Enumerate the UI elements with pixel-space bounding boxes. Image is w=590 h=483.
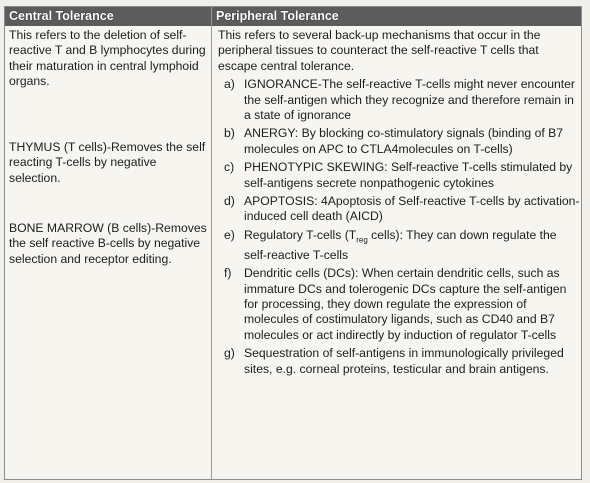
item-label: e): [224, 227, 235, 242]
item-label: b): [224, 126, 235, 141]
item-text-before: Regulatory T-cells (T: [244, 227, 357, 242]
item-text: APOPTOSIS: 4Apoptosis of Self-reactive T-cells by activation-induced cell death (AICD): [244, 194, 580, 224]
list-item-anergy: [218, 126, 580, 157]
thymus-text: THYMUS (T cells)-Removes the self reacting T-cells by negative selection.: [9, 140, 206, 185]
item-text: PHENOTYPIC SKEWING: Self-reactive T-cells stimulated by self-antigens secrete nonpathogenic cytokines: [244, 160, 573, 190]
bone-marrow-text: BONE MARROW (B cells)-Removes the self reactive B-cells by negative selection and receptor editing.: [9, 221, 207, 266]
list-item-sequestration: [218, 346, 580, 377]
item-text-after: cells): They can down regulate the self-reactive T-cells: [244, 227, 557, 262]
peripheral-definition: This refers to several back-up mechanisms that occur in the peripheral tissues to counteract the self-reactive T cells that escape central tolerance.: [218, 28, 541, 73]
item-label: d): [224, 194, 235, 209]
item-text: Dendritic cells (DCs): When certain dendritic cells, such as immature DCs and tolerogenic DCs capture the self-antigen for processing, they down regulate the expression of molecules of costimulatory ligands, such as CD40 and B7 molecules or act indirectly by induction of regulator T-cells: [244, 266, 567, 342]
header-central-tolerance: Central Tolerance: [5, 7, 211, 26]
peripheral-tolerance-column: [218, 28, 580, 377]
reg-subscript: reg: [356, 235, 368, 245]
item-label: g): [224, 346, 235, 361]
tolerance-table: [4, 6, 582, 480]
list-item-apoptosis: [218, 194, 580, 225]
list-item-regulatory-t-cells: [218, 228, 580, 263]
item-text: IGNORANCE-The self-reactive T-cells might never encounter the self-antigen which they recognize and therefore remain in a state of ignorance: [244, 77, 575, 123]
item-label: a): [224, 77, 235, 92]
header-peripheral-tolerance: Peripheral Tolerance: [212, 7, 581, 26]
list-item-dendritic-cells: [218, 266, 580, 343]
central-definition: This refers to the deletion of self-reactive T and B lymphocytes during their maturation in central lymphoid organs.: [9, 28, 206, 89]
item-label: f): [224, 266, 232, 281]
central-tolerance-column: [9, 28, 209, 266]
item-text: Sequestration of self-antigens in immunologically privileged sites, e.g. corneal proteins, testicular and brain antigens.: [244, 346, 564, 376]
list-item-phenotypic-skewing: [218, 160, 580, 191]
item-label: c): [224, 160, 235, 175]
list-item-ignorance: [218, 77, 580, 123]
item-text: ANERGY: By blocking co-stimulatory signals (binding of B7 molecules on APC to CTLA4molecules on T-cells): [244, 126, 564, 156]
column-divider: [211, 7, 212, 479]
